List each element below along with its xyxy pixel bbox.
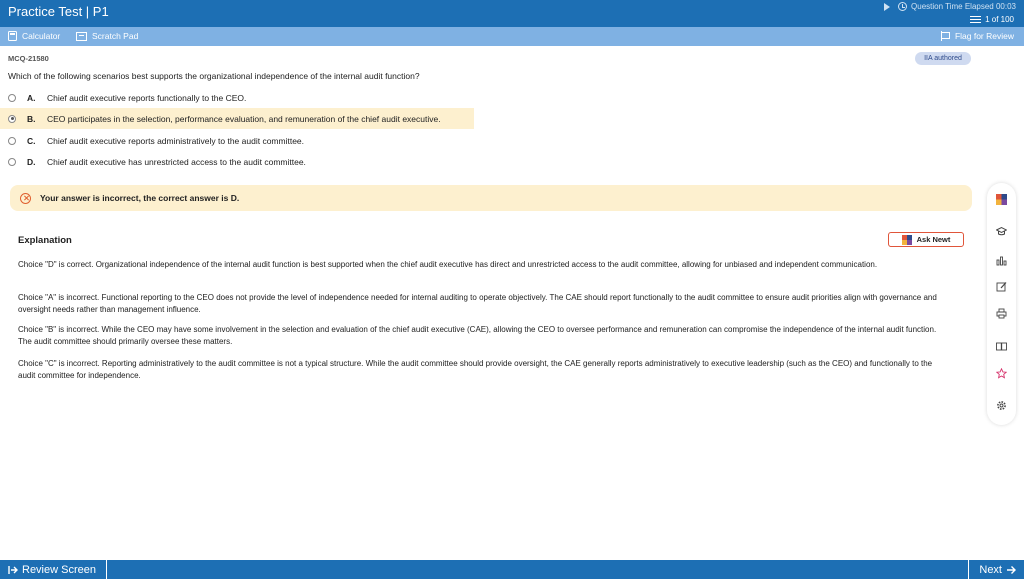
timer-label: Question Time Elapsed 00:03	[911, 2, 1016, 11]
bottom-bar	[0, 560, 1024, 579]
question-id: MCQ-21580	[8, 54, 49, 63]
edit-icon[interactable]	[996, 281, 1007, 292]
calculator-icon	[8, 31, 17, 41]
option-b[interactable]	[0, 108, 474, 129]
option-c-letter: C.	[27, 135, 36, 146]
newt-logo-icon	[902, 235, 912, 245]
option-d-radio[interactable]	[8, 158, 16, 166]
explanation-paragraph: Choice "C" is incorrect. Reporting administratively to the audit committee is not a typical structure. While the audit committee should provide oversight, the CAE generally reports administratively to executive leadership (such as the CEO) and functionally to the audit committee for independence.	[18, 359, 933, 380]
explanation-paragraph: Choice "B" is incorrect. While the CEO may have some involvement in the selection and evaluation of the chief audit executive (CAE), allowing the CEO to oversee performance and remuneration can compromise the independence of the internal audit function. The audit committee should primarily oversee these matters.	[18, 325, 937, 346]
review-screen-button[interactable]	[0, 560, 107, 579]
ask-newt-label: Ask Newt	[916, 235, 951, 244]
star-icon[interactable]	[996, 368, 1007, 379]
ask-newt-button[interactable]	[888, 232, 964, 247]
explanation-paragraph: Choice "A" is incorrect. Functional reporting to the CEO does not provide the level of independence needed for internal auditing to operate objectively. The CAE should report functionally to the audit committee to ensure audit priorities align with governance and oversight needs rather than management influence.	[18, 293, 937, 314]
option-a-text: Chief audit executive reports functionally to the CEO.	[47, 92, 247, 103]
question-counter[interactable]	[970, 15, 1014, 24]
book-icon[interactable]	[996, 341, 1007, 352]
timer	[884, 2, 1016, 11]
side-tool-rail	[987, 183, 1016, 425]
clock-icon	[898, 2, 907, 11]
next-button[interactable]	[968, 560, 1024, 579]
option-b-text: CEO participates in the selection, performance evaluation, and remuneration of the chief audit executive.	[47, 113, 441, 124]
option-d-text: Chief audit executive has unrestricted access to the audit committee.	[47, 156, 306, 167]
play-icon[interactable]	[884, 3, 890, 11]
option-c-radio[interactable]	[8, 137, 16, 145]
newt-logo-icon[interactable]	[996, 194, 1007, 205]
option-b-letter: B.	[27, 113, 36, 124]
option-d-letter: D.	[27, 156, 36, 167]
gear-icon[interactable]	[996, 400, 1007, 411]
option-c[interactable]	[0, 130, 360, 151]
calculator-button[interactable]	[8, 31, 60, 41]
scratch-pad-label: Scratch Pad	[92, 31, 139, 41]
incorrect-icon	[20, 193, 31, 204]
list-icon	[970, 16, 981, 23]
calculator-label: Calculator	[22, 31, 61, 41]
option-b-radio[interactable]	[8, 115, 16, 123]
arrow-right-icon	[1006, 565, 1016, 575]
scratch-pad-button[interactable]	[76, 31, 138, 41]
option-c-text: Chief audit executive reports administratively to the audit committee.	[47, 135, 305, 146]
option-a-letter: A.	[27, 92, 36, 103]
bar-chart-icon[interactable]	[996, 255, 1007, 266]
flag-label: Flag for Review	[954, 31, 1014, 41]
review-screen-label: Review Screen	[22, 563, 96, 576]
scratch-pad-icon	[76, 32, 87, 41]
counter-label: 1 of 100	[985, 15, 1014, 24]
review-arrow-icon	[8, 565, 18, 575]
next-label: Next	[979, 563, 1002, 576]
toolbar	[0, 27, 1024, 46]
question-text: Which of the following scenarios best supports the organizational independence of the internal audit function?	[8, 71, 420, 81]
flag-icon	[940, 31, 950, 41]
answer-feedback-banner	[10, 185, 972, 211]
app-title: Practice Test | P1	[8, 4, 109, 19]
option-d[interactable]	[0, 151, 340, 172]
graduation-cap-icon[interactable]	[996, 226, 1007, 237]
authored-badge: IIA authored	[915, 52, 971, 65]
option-a-radio[interactable]	[8, 94, 16, 102]
print-icon[interactable]	[996, 308, 1007, 319]
flag-for-review-button[interactable]	[940, 31, 1014, 41]
title-bar	[0, 0, 1024, 27]
option-a[interactable]	[0, 87, 300, 108]
explanation-title: Explanation	[18, 235, 72, 246]
explanation-paragraph: Choice "D" is correct. Organizational independence of the internal audit function is best supported when the chief audit executive has direct and unrestricted access to the audit committee, allowing for unbiased and independent communication.	[18, 260, 878, 269]
feedback-text: Your answer is incorrect, the correct answer is D.	[40, 193, 240, 203]
